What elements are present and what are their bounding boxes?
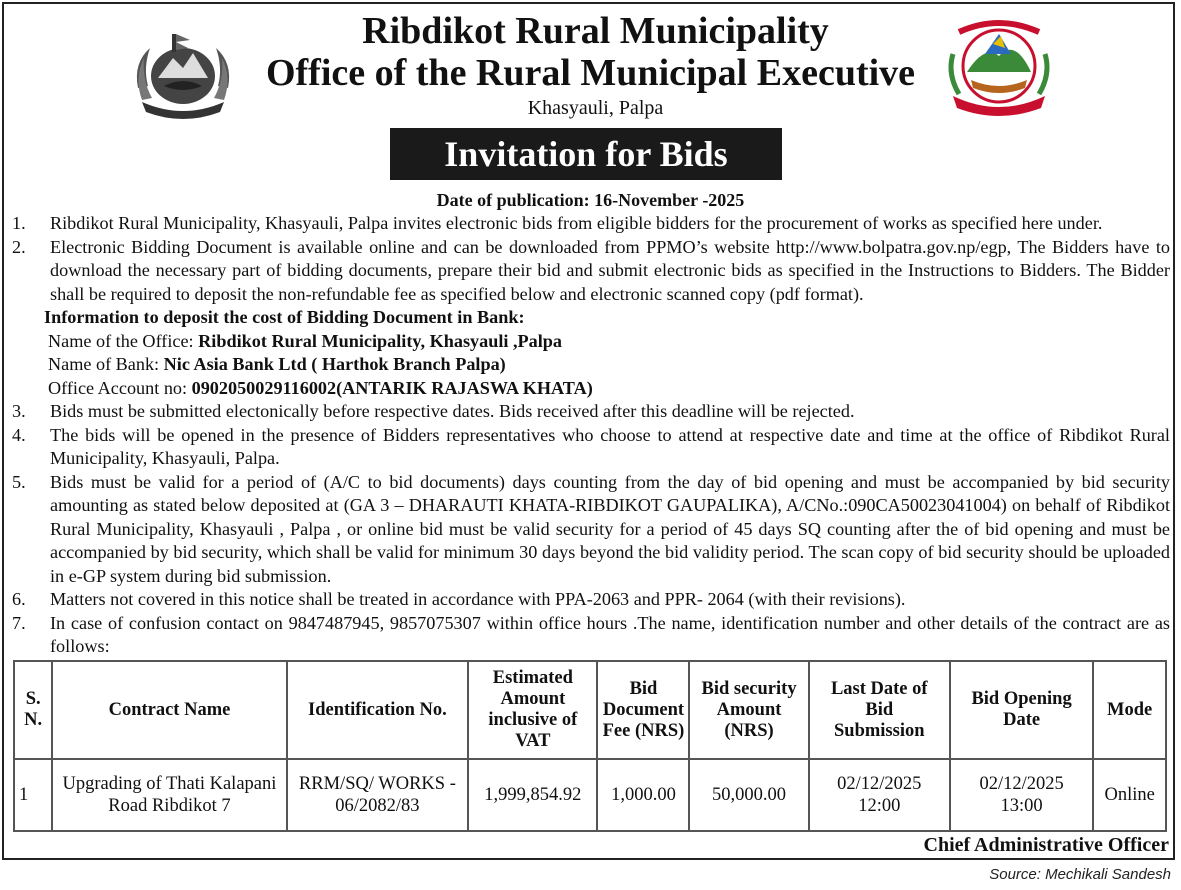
header-sn-line1: S. (25, 689, 41, 709)
paragraph-number: 7. (12, 612, 26, 633)
office-value: Ribdikot Rural Municipality, Khasyauli ,Palpa (198, 330, 562, 351)
source-credit: Source: Mechikali Sandesh (989, 866, 1171, 883)
header-identification-no: Identification No. (287, 661, 469, 759)
last-time-value: 12:00 (858, 796, 901, 816)
paragraph-4 (12, 424, 1170, 471)
municipality-title: Ribdikot Rural Municipality (362, 10, 829, 52)
paragraph-text: Bids must be valid for a period of (A/C to bid documents) days counting from the day of bid opening and must be accompanied by bid security amounting as stated below deposited at (GA 3 – DHARAUTI KHATA-RIBDIKOT GAUPALIKA), A/CNo.:090CA50023041004) on behalf of Ribdikot Rural Municipality, Khasyauli , Palpa , or online bid must be valid security for a period of 45 days SQ counting after the of bid opening and must be accompanied by bid security, which shall be valid for minimum 30 days beyond the bid validity period. The scan copy of bid security should be uploaded in e-GP system during bid submission. (50, 471, 1170, 586)
office-label: Name of the Office: (48, 330, 194, 351)
publication-date: Date of publication: 16-November -2025 (436, 190, 745, 210)
cell-identification-no: RRM/SQ/ WORKS - 06/2082/83 (287, 759, 469, 831)
office-title: Office of the Rural Municipal Executive (265, 52, 916, 94)
header-last-date: Last Date of Bid Submission (809, 661, 950, 759)
cell-security-amount: 50,000.00 (689, 759, 808, 831)
notice-banner: Invitation for Bids (390, 128, 782, 180)
paragraph-2 (12, 236, 1170, 307)
paragraph-text: Ribdikot Rural Municipality, Khasyauli, Palpa invites electronic bids from eligible bidders for the procurement of works as specified here under. (50, 213, 1103, 233)
bank-label: Name of Bank: (48, 354, 160, 374)
table-header-row (14, 661, 1166, 759)
paragraph-number: 2. (12, 236, 26, 257)
header-mode: Mode (1093, 661, 1166, 759)
header-sn (14, 661, 52, 759)
cell-estimated-amount: 1,999,854.92 (468, 759, 597, 831)
cell-contract-name: Upgrading of Thati Kalapani Road Ribdikot 7 (52, 759, 286, 831)
signature: Chief Administrative Officer (923, 834, 1169, 856)
paragraph-1 (12, 212, 1170, 236)
account-label: Office Account no: (48, 377, 188, 398)
header-sn-line2: N. (24, 710, 43, 730)
paragraph-number: 1. (12, 213, 26, 233)
paragraph-text: Matters not covered in this notice shall be treated in accordance with PPA-2063 and PPR- 2064 (with their revisions). (50, 589, 906, 609)
header-doc-fee: Bid Document Fee (NRS) (597, 661, 689, 759)
cell-last-date (809, 759, 950, 831)
paragraph-number: 6. (12, 589, 26, 609)
bank-info-bank (12, 353, 1170, 377)
cell-sn: 1 (14, 759, 52, 831)
paragraph-3 (12, 400, 1170, 424)
paragraph-number: 4. (12, 424, 26, 445)
cell-mode: Online (1093, 759, 1166, 831)
bank-info-heading: Information to deposit the cost of Bidding Document in Bank: (44, 307, 525, 327)
header-security-amount: Bid security Amount (NRS) (689, 661, 808, 759)
account-value: 0902050029116002(ANTARIK RAJASWA KHATA) (191, 377, 593, 398)
paragraph-5 (12, 471, 1170, 589)
opening-time-value: 13:00 (1000, 796, 1043, 816)
paragraph-text: Bids must be submitted electonically before respective dates. Bids received after this deadline will be rejected. (50, 401, 855, 421)
bank-value: Nic Asia Bank Ltd ( Harthok Branch Palpa) (163, 354, 506, 374)
paragraph-text: In case of confusion contact on 9847487945, 9857075307 within office hours .The name, identification number and other details of the contract are as follows: (50, 612, 1170, 656)
bank-info-office (12, 330, 1170, 354)
opening-date-value: 02/12/2025 (979, 774, 1064, 794)
cell-doc-fee: 1,000.00 (597, 759, 689, 831)
office-address: Khasyauli, Palpa (527, 97, 664, 119)
table-row (14, 759, 1166, 831)
header-estimated-amount: Estimated Amount inclusive of VAT (468, 661, 597, 759)
last-date-value: 02/12/2025 (837, 774, 922, 794)
paragraph-7 (12, 612, 1170, 659)
notice-body (12, 212, 1170, 659)
cell-opening-date (950, 759, 1093, 831)
paragraph-6 (12, 588, 1170, 612)
paragraph-number: 5. (12, 471, 26, 492)
header-contract-name: Contract Name (52, 661, 286, 759)
header-opening-date: Bid Opening Date (950, 661, 1093, 759)
bank-info-account (12, 377, 1170, 401)
paragraph-number: 3. (12, 401, 26, 421)
contract-table (13, 660, 1167, 832)
paragraph-text: The bids will be opened in the presence of Bidders representatives who choose to attend at respective date and time at the office of Ribdikot Rural Municipality, Khasyauli, Palpa. (50, 424, 1170, 468)
paragraph-text: Electronic Bidding Document is available online and can be downloaded from PPMO’s website http://www.bolpatra.gov.np/egp, The Bidders have to download the necessary part of bidding documents, prepare their bid and submit electronic bids as specified in the Instructions to Bidders. The Bidder shall be required to deposit the non-refundable fee as specified below and electronic scanned copy (pdf format). (50, 236, 1170, 304)
